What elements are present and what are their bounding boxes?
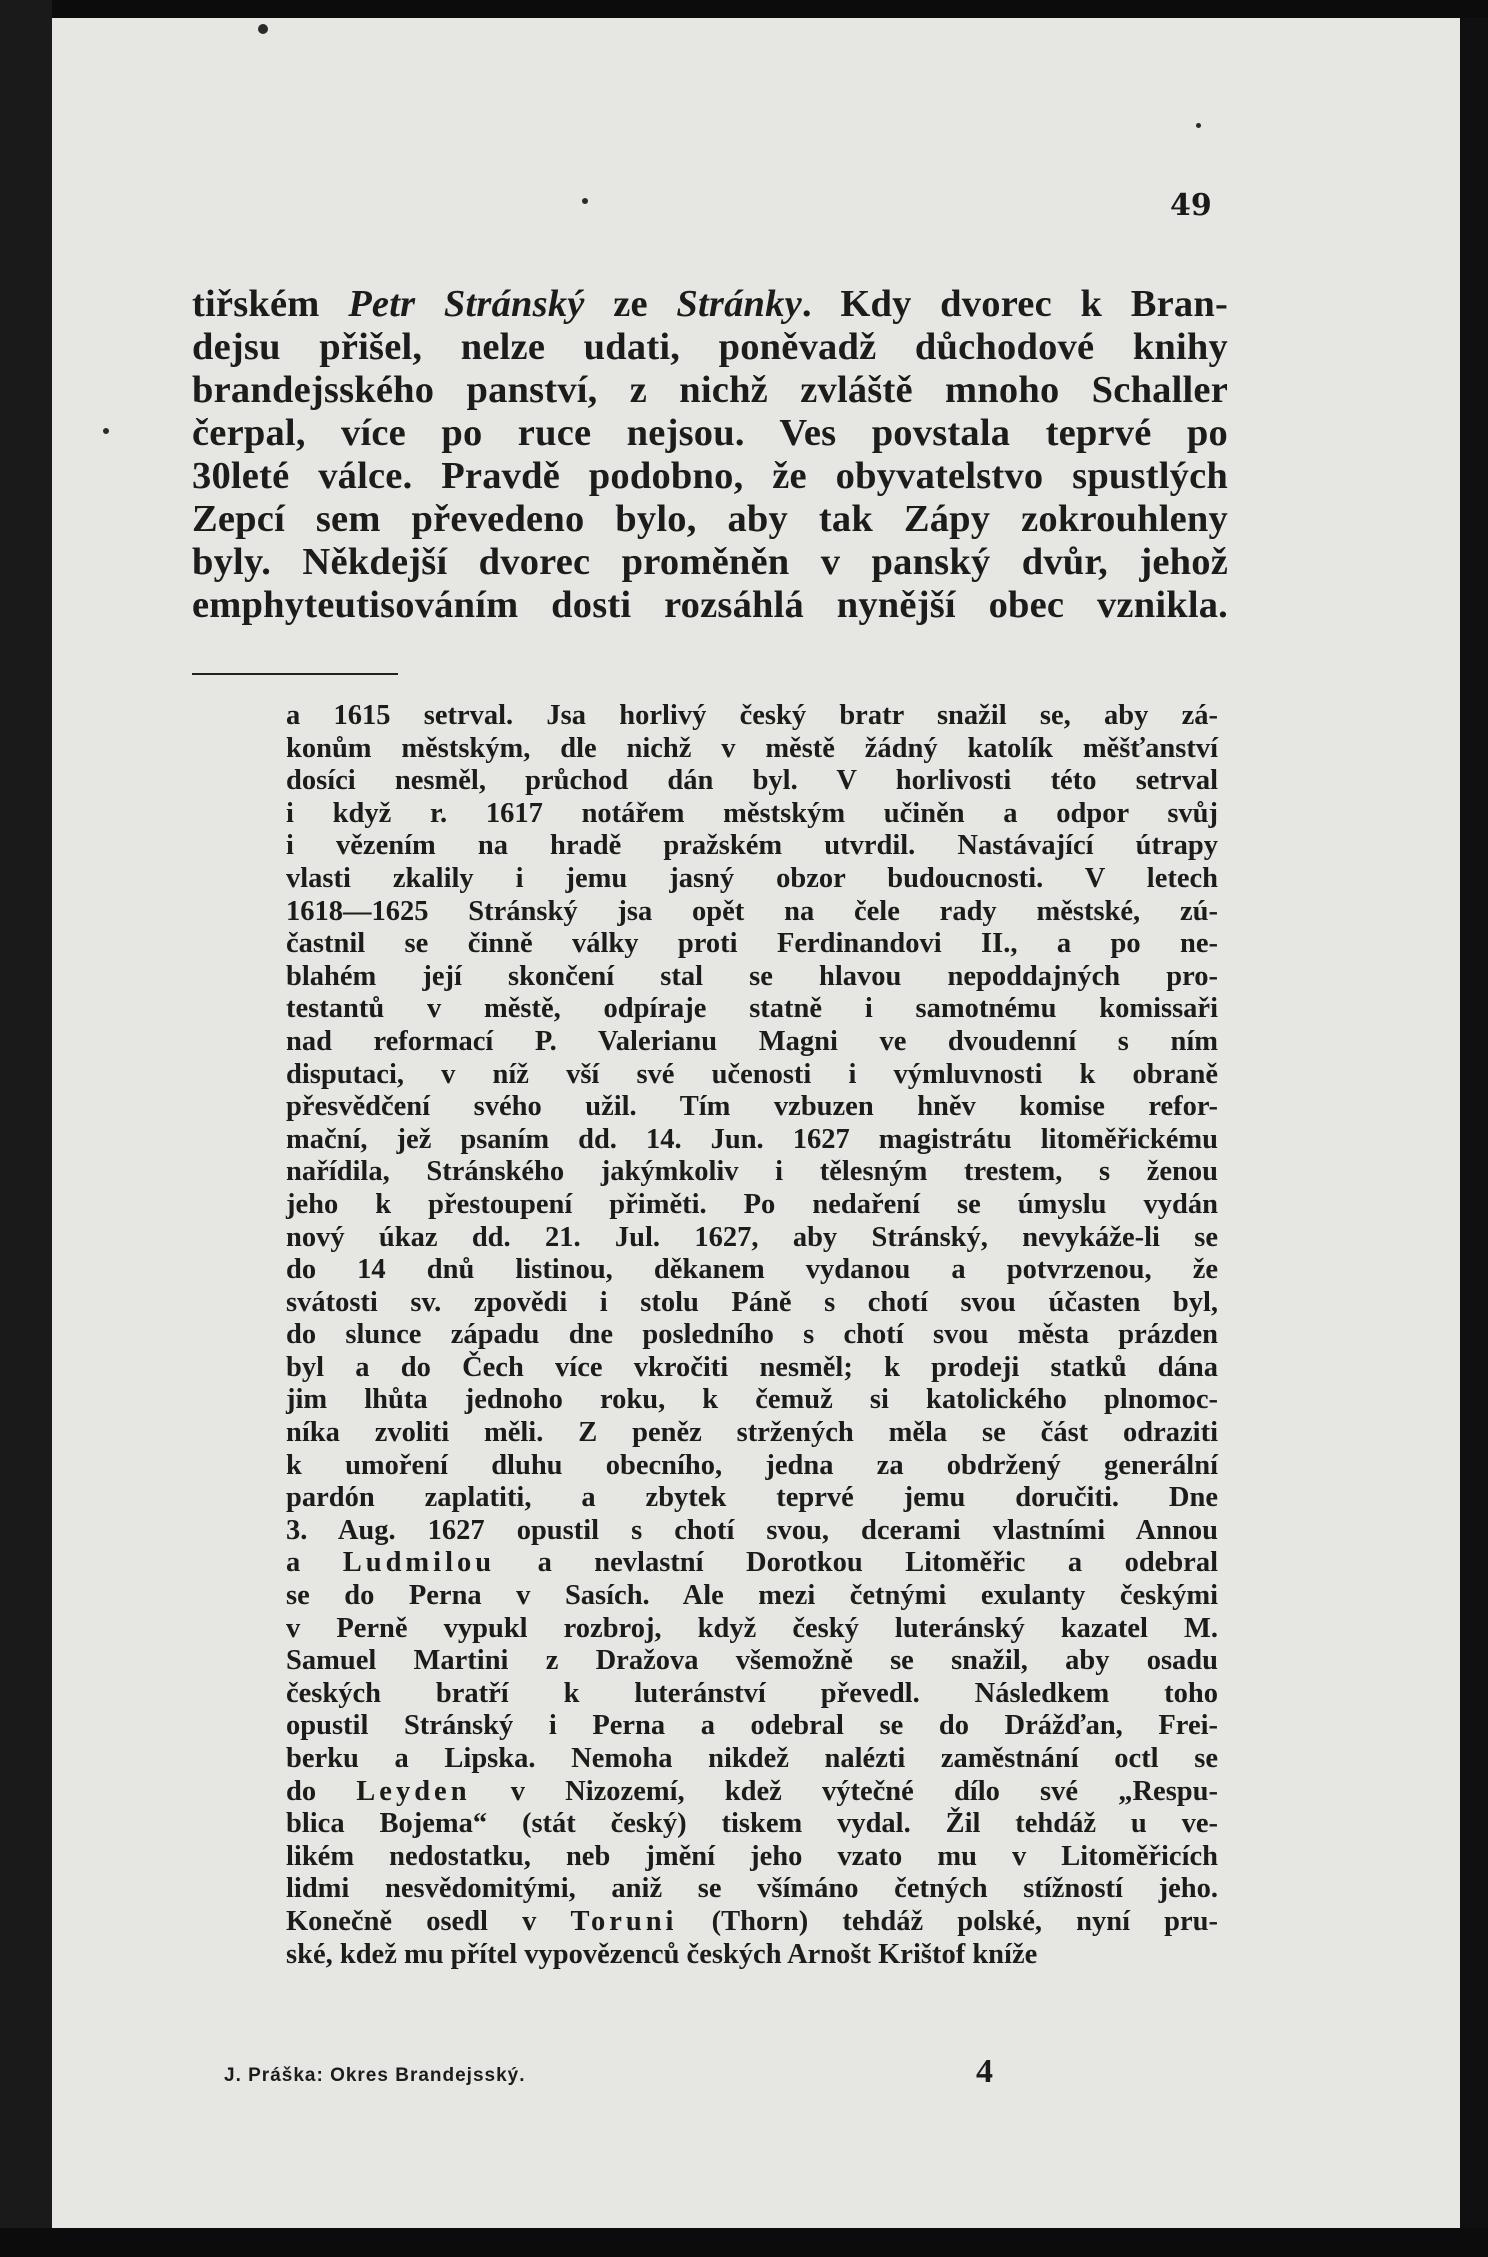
footnote-line: českých bratří k luteránství převedl. Následkem toho bbox=[286, 1677, 1218, 1709]
footnote-line: jeho k přestoupení přiměti. Po nedaření se úmyslu vydán bbox=[286, 1188, 1218, 1220]
footnote-line: blica Bojema“ (stát český) tiskem vydal. Žil tehdáž u ve- bbox=[286, 1808, 1218, 1840]
footnote-line: přesvědčení svého užil. Tím vzbuzen hněv komise refor- bbox=[286, 1091, 1218, 1123]
footnote-line: jim lhůta jednoho roku, k čemuž si katolického plnomoc- bbox=[286, 1384, 1218, 1416]
spaced-name: Leyden bbox=[356, 1775, 471, 1807]
body-line: čerpal, více po ruce nejsou. Ves povstala teprvé po bbox=[192, 412, 1228, 454]
body-line: Zepcí sem převedeno bylo, aby tak Zápy zokrouhleny bbox=[192, 498, 1228, 540]
footnote-line: byl a do Čech více vkročiti nesměl; k prodeji statků dána bbox=[286, 1351, 1218, 1383]
footnote-line: k umoření dluhu obecního, jedna za obdržený generální bbox=[286, 1449, 1218, 1481]
footnote-line: dosíci nesměl, průchod dán byl. V horlivosti této setrval bbox=[286, 765, 1218, 797]
footnote-line: blahém její skončení stal se hlavou nepoddajných pro- bbox=[286, 960, 1218, 992]
footnote-line: testantů v městě, odpíraje statně i samotnému komissaři bbox=[286, 993, 1218, 1025]
footnote-line: se do Perna v Sasích. Ale mezi četnými exulanty českými bbox=[286, 1580, 1218, 1612]
footnote-line: Konečně osedl v Toruni (Thorn) tehdáž polské, nyní pru- bbox=[286, 1905, 1219, 1937]
footnote-separator bbox=[192, 673, 398, 675]
footnote-line: i když r. 1617 notářem městským učiněn a odpor svůj bbox=[286, 797, 1218, 829]
page-number: 49 bbox=[1170, 188, 1212, 223]
footnote-line: častnil se činně války proti Ferdinandovi II., a po ne- bbox=[286, 928, 1218, 960]
footnote-line: disputaci, v níž vší své učenosti i výmluvnosti k obraně bbox=[286, 1058, 1218, 1090]
paper-speck bbox=[582, 198, 588, 204]
scan-border-top bbox=[0, 0, 1488, 18]
footnote-line: 1618—1625 Stránský jsa opět na čele rady městské, zú- bbox=[286, 895, 1218, 927]
footnote-line: v Perně vypukl rozbroj, když český luteránský kazatel M. bbox=[286, 1612, 1218, 1644]
body-line: tiřském Petr Stránský ze Stránky. Kdy dvorec k Bran- bbox=[192, 283, 1228, 325]
footnote-line: níka zvoliti měli. Z peněz stržených měla se část odraziti bbox=[286, 1417, 1218, 1449]
footnote-line: konům městským, dle nichž v městě žádný katolík měšťanství bbox=[286, 732, 1218, 764]
body-paragraph bbox=[192, 283, 1228, 627]
spaced-name: Ludmilou bbox=[342, 1547, 496, 1579]
paper-speck bbox=[258, 24, 268, 34]
footnote-line: berku a Lipska. Nemoha nikdež nalézti zaměstnání octl se bbox=[286, 1743, 1218, 1774]
footnote-line: nad reformací P. Valerianu Magni ve dvoudenní s ním bbox=[286, 1025, 1218, 1057]
footnote-paragraph bbox=[286, 700, 1218, 1971]
footnote-line: pardón zaplatiti, a zbytek teprvé jemu doručiti. Dne bbox=[286, 1482, 1218, 1514]
body-line: byly. Někdejší dvorec proměněn v panský dvůr, jehož bbox=[192, 541, 1228, 583]
footnote-line: nový úkaz dd. 21. Jul. 1627, aby Stránský, nevykáže-li se bbox=[286, 1221, 1218, 1253]
scan-border-left bbox=[0, 0, 52, 2257]
paper-speck bbox=[1196, 123, 1201, 128]
signature-line: J. Práška: Okres Brandejsský. bbox=[224, 2065, 526, 2086]
footnote-line: do Leyden v Nizozemí, kdež výtečné dílo své „Respu- bbox=[286, 1775, 1218, 1807]
scan-border-bottom bbox=[0, 2228, 1488, 2257]
body-line: brandejsského panství, z nichž zvláště mnoho Schaller bbox=[192, 369, 1228, 411]
footnote-line: do slunce západu dne posledního s chotí svou města prázden bbox=[286, 1319, 1218, 1351]
italic-name: Stránky bbox=[676, 283, 802, 325]
footnote-line: opustil Stránský i Perna a odebral se do Drážďan, Frei- bbox=[286, 1710, 1218, 1742]
footnote-line: i vězením na hradě pražském utvrdil. Nastávající útrapy bbox=[286, 830, 1218, 862]
footnote-line: 3. Aug. 1627 opustil s chotí svou, dcerami vlastními Annou bbox=[286, 1514, 1218, 1546]
body-line: 30leté válce. Pravdě podobno, že obyvatelstvo spustlých bbox=[192, 455, 1228, 497]
footnote-line: mační, jež psaním dd. 14. Jun. 1627 magistrátu litoměřickému bbox=[286, 1123, 1218, 1155]
sheet-number: 4 bbox=[976, 2053, 993, 2090]
spaced-name: Toruni bbox=[570, 1905, 678, 1937]
footnote-line: lidmi nesvědomitými, aniž se všímáno četných stížností jeho. bbox=[286, 1873, 1218, 1905]
footnote-line: a Ludmilou a nevlastní Dorotkou Litoměřic a odebral bbox=[286, 1547, 1219, 1579]
footnote-line: do 14 dnů listinou, děkanem vydanou a potvrzenou, že bbox=[286, 1254, 1218, 1286]
body-line: dejsu přišel, nelze udati, poněvadž důchodové knihy bbox=[192, 326, 1228, 368]
footnote-line: nařídila, Stránského jakýmkoliv i tělesným trestem, s ženou bbox=[286, 1156, 1218, 1188]
footnote-line: Samuel Martini z Dražova všemožně se snažil, aby osadu bbox=[286, 1645, 1218, 1677]
body-line: emphyteutisováním dosti rozsáhlá nynější obec vznikla. bbox=[192, 584, 1228, 626]
footnote-line: ské, kdež mu přítel vypovězenců českých Arnošt Krištof kníže bbox=[286, 1938, 1038, 1970]
paper-speck bbox=[103, 428, 109, 434]
footnote-line: likém nedostatku, neb jmění jeho vzato mu v Litoměřicích bbox=[286, 1840, 1218, 1872]
italic-name: Petr Stránský bbox=[348, 283, 585, 325]
footnote-line: svátosti sv. zpovědi i stolu Páně s chotí svou účasten byl, bbox=[286, 1286, 1218, 1318]
footnote-line: a 1615 setrval. Jsa horlivý český bratr snažil se, aby zá- bbox=[286, 700, 1218, 731]
footnote-line: vlasti zkalily i jemu jasný obzor budoucnosti. V letech bbox=[286, 862, 1218, 894]
